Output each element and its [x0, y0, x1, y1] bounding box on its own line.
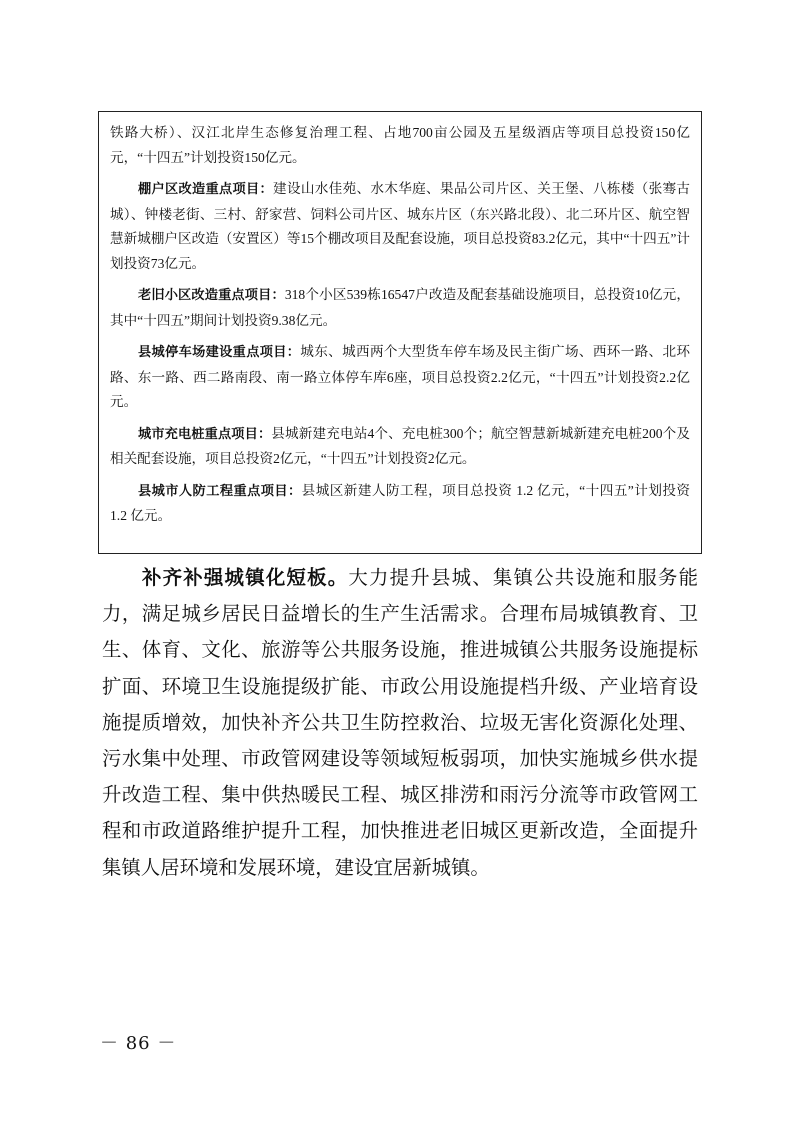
- project-shantytown: [110, 177, 690, 276]
- project-title: 城市充电桩重点项目：: [138, 426, 272, 442]
- project-title: 棚户区改造重点项目：: [138, 182, 274, 197]
- paragraph-text: 大力提升县城、集镇公共设施和服务能力，满足城乡居民日益增长的生产生活需求。合理布局城镇教育、卫生、体育、文化、旅游等公共服务设施，推进城镇公共服务设施提标扩面、环境卫生设施提级扩能、市政公用设施提档升级、产业培育设施提质增效，加快补齐公共卫生防控救治、垃圾无害化资源化处理、污水集中处理、市政管网建设等领域短板弱项，加快实施城乡供水提升改造工程、集中供热暖民工程、城区排涝和雨污分流等市政管网工程和市政道路维护提升工程，加快推进老旧城区更新改造，全面提升集镇人居环境和发展环境，建设宜居新城镇。: [102, 566, 699, 879]
- project-text: 县城新建充电站4个、充电桩300个；航空智慧新城新建充电桩200个及相关配套设施，项目总投资2亿元，“十四五”计划投资2亿元。: [110, 425, 691, 466]
- project-charging: [110, 422, 690, 472]
- project-text: 318个小区539栋16547户改造及配套基础设施项目，总投资10亿元，其中“十四五”期间计划投资9.38亿元。: [110, 287, 691, 328]
- project-text: 城东、城西两个大型货车停车场及民主街广场、西环一路、北环路、东一路、西二路南段、南一路立体停车库6座，项目总投资2.2亿元，“十四五”计划投资2.2亿元。: [110, 344, 691, 409]
- page-number: － 86 －: [100, 1033, 177, 1054]
- project-text: 建设山水佳苑、水木华庭、果品公司片区、关王堡、八栋楼（张骞古城）、钟楼老街、三村、舒家营、饲料公司片区、城东片区（东兴路北段）、北二环片区、航空智慧新城棚户区改造（安置区）等15个棚改项目及配套设施，项目总投资83.2亿元，其中“十四五”计划投资73亿元。: [110, 181, 690, 271]
- paragraph-title: 补齐补强城镇化短板。: [142, 566, 349, 589]
- key-projects-box: [98, 111, 702, 554]
- body-paragraph: [102, 560, 698, 886]
- project-title: 县城停车场建设重点项目：: [138, 345, 301, 360]
- project-title: 老旧小区改造重点项目：: [138, 288, 285, 303]
- project-civil-defense: [110, 479, 690, 529]
- project-old-community: [110, 283, 690, 333]
- project-title: 县城市人防工程重点项目：: [138, 483, 302, 499]
- project-text: 县城区新建人防工程，项目总投资 1.2 亿元，“十四五”计划投资 1.2 亿元。: [110, 482, 691, 523]
- project-parking: [110, 340, 690, 415]
- box-intro-text: 铁路大桥）、汉江北岸生态修复治理工程、占地700亩公园及五星级酒店等项目总投资150亿元，“十四五”计划投资150亿元。: [110, 125, 690, 165]
